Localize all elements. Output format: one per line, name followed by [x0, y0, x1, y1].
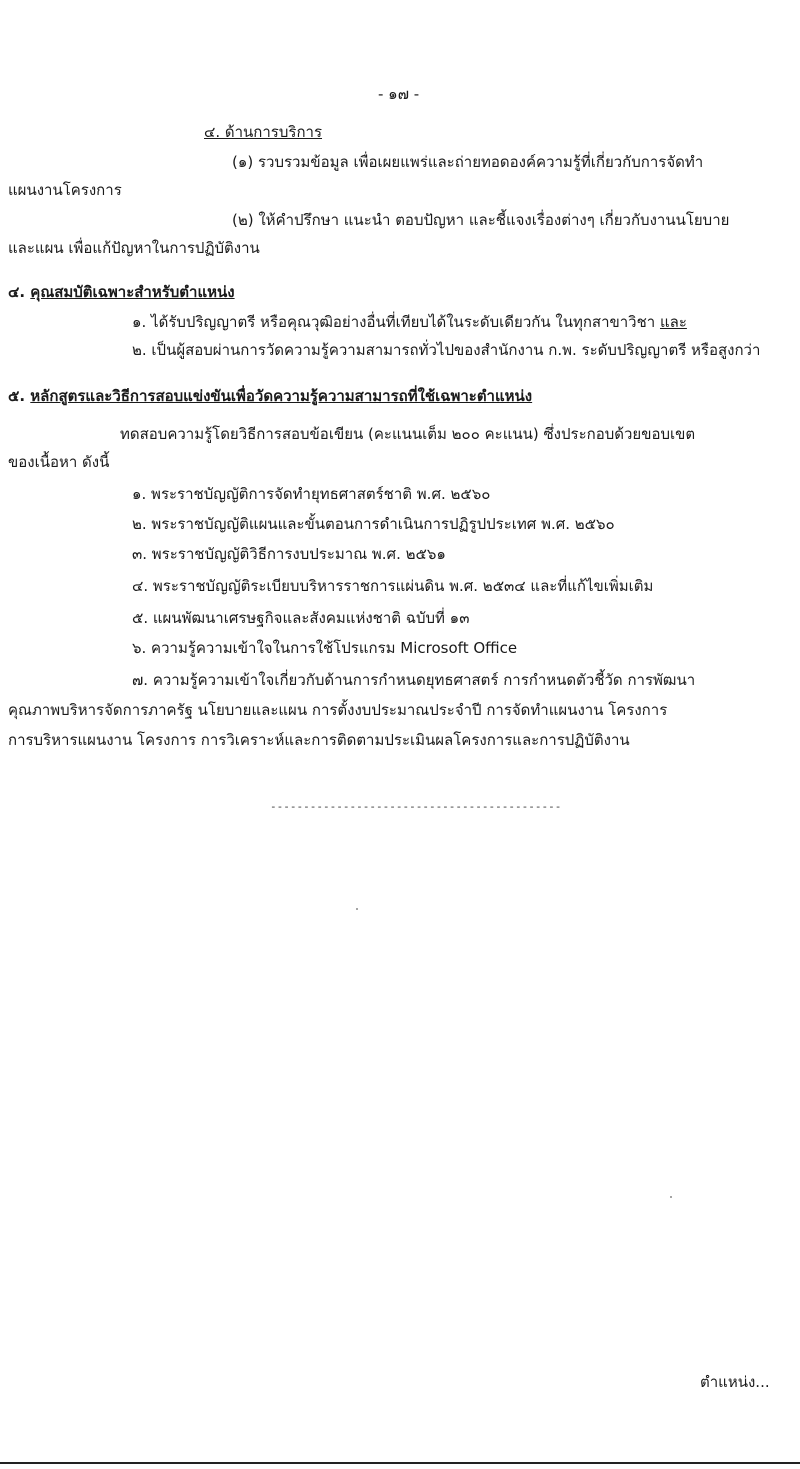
curriculum-heading-text: หลักสูตรและวิธีการสอบแข่งขันเพื่อวัดความรู้ความสามารถที่ใช้เฉพาะตำแหน่ง — [30, 387, 533, 405]
curriculum-item-7-line-1: ๗. ความรู้ความเข้าใจเกี่ยวกับด้านการกำหนดยุทธศาสตร์ การกำหนดตัวชี้วัด การพัฒนา — [132, 671, 696, 689]
service-section-heading: ๔. ด้านการบริการ — [204, 123, 323, 141]
qualifications-heading-text: คุณสมบัติเฉพาะสำหรับตำแหน่ง — [30, 283, 235, 301]
curriculum-item-6: ๖. ความรู้ความเข้าใจในการใช้โปรแกรม Microsoft Office — [132, 639, 518, 657]
curriculum-item-2: ๒. พระราชบัญญัติแผนและขั้นตอนการดำเนินการปฏิรูปประเทศ พ.ศ. ๒๕๖๐ — [132, 515, 615, 533]
service-item-2-line-1: (๒) ให้คำปรึกษา แนะนำ ตอบปัญหา และชี้แจงเรื่องต่างๆ เกี่ยวกับงานนโยบาย — [232, 211, 730, 229]
curriculum-intro-line-2: ของเนื้อหา ดังนี้ — [8, 453, 110, 471]
qualification-item-2: ๒. เป็นผู้สอบผ่านการวัดความรู้ความสามารถทั่วไปของสำนักงาน ก.พ. ระดับปริญญาตรี หรือสูงกว่า — [132, 341, 761, 359]
qualification-item-1 — [132, 312, 687, 332]
page-number: - ๑๗ - — [378, 85, 420, 103]
continued-footer: ตำแหน่ง... — [700, 1373, 770, 1391]
curriculum-item-4: ๔. พระราชบัญญัติระเบียบบริหารราชการแผ่นดิน พ.ศ. ๒๕๓๔ และที่แก้ไขเพิ่มเติม — [132, 577, 654, 595]
curriculum-item-3: ๓. พระราชบัญญัติวิธีการงบประมาณ พ.ศ. ๒๕๖๑ — [132, 545, 446, 563]
page-bottom-edge — [0, 1462, 800, 1464]
service-item-1-line-1: (๑) รวบรวมข้อมูล เพื่อเผยแพร่และถ่ายทอดองค์ความรู้ที่เกี่ยวกับการจัดทำ — [232, 153, 704, 171]
curriculum-heading-number: ๕. — [8, 387, 26, 405]
service-item-2-line-2: และแผน เพื่อแก้ปัญหาในการปฏิบัติงาน — [8, 239, 260, 257]
qualifications-heading-number: ๔. — [8, 283, 26, 301]
qualification-item-1-and: และ — [659, 313, 687, 331]
curriculum-intro-line-1: ทดสอบความรู้โดยวิธีการสอบข้อเขียน (คะแนนเต็ม ๒๐๐ คะแนน) ซึ่งประกอบด้วยขอบเขต — [120, 425, 696, 443]
qualifications-heading — [8, 282, 235, 302]
scan-speck — [670, 1196, 672, 1198]
curriculum-heading — [8, 386, 532, 406]
curriculum-item-1: ๑. พระราชบัญญัติการจัดทำยุทธศาสตร์ชาติ พ.ศ. ๒๕๖๐ — [132, 485, 491, 503]
curriculum-item-7-line-2: คุณภาพบริหารจัดการภาครัฐ นโยบายและแผน การตั้งงบประมาณประจำปี การจัดทำแผนงาน โครงการ — [8, 701, 668, 719]
curriculum-item-7-line-3: การบริหารแผนงาน โครงการ การวิเคราะห์และการติดตามประเมินผลโครงการและการปฏิบัติงาน — [8, 731, 630, 749]
qualification-item-1-text: ๑. ได้รับปริญญาตรี หรือคุณวุฒิอย่างอื่นที่เทียบได้ในระดับเดียวกัน ในทุกสาขาวิชา — [132, 313, 656, 331]
service-item-1-line-2: แผนงานโครงการ — [8, 181, 122, 199]
scan-speck — [356, 908, 358, 910]
curriculum-item-5: ๕. แผนพัฒนาเศรษฐกิจและสังคมแห่งชาติ ฉบับที่ ๑๓ — [132, 609, 470, 627]
section-separator: -------------------------------------------- — [270, 800, 562, 813]
